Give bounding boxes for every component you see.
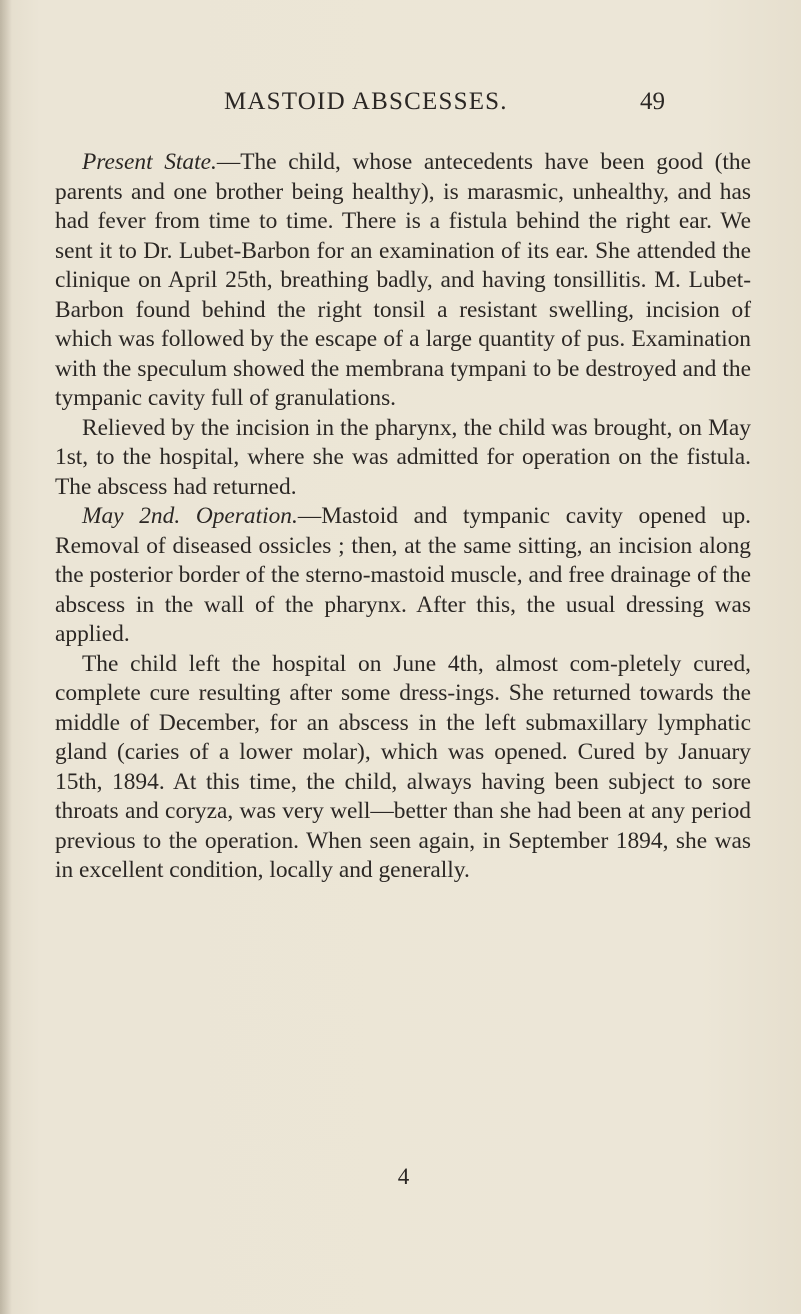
page-number: 49 [640, 88, 665, 115]
paragraph-operation [55, 502, 751, 650]
signature-mark [0, 1164, 801, 1190]
paragraph-present-state [55, 148, 751, 414]
paragraph-text: Relieved by the incision in the pharynx, the child was brought, on May 1st, to the hospital, where she was admitted for operation on the fistula. The abscess had returned. [55, 414, 751, 500]
running-head: MASTOID ABSCESSES. [224, 88, 508, 115]
gutter-shadow [0, 0, 12, 1314]
paragraph-lead: Present State. [82, 149, 217, 175]
signature-number: 4 [397, 1164, 410, 1189]
paragraph-lead: May 2nd. Operation. [82, 503, 298, 529]
paragraph-text: —The child, whose antecedents have been good (the parents and one brother being healthy), is marasmic, unhealthy, and has had fever from time to time. There is a fistula behind the right ear. We sent it to Dr. Lubet-Barbon for an examination of its ear. She attended the clinique on April 25th, breathing badly, and having tonsillitis. M. Lubet-Barbon found behind the right tonsil a resistant swelling, incision of which was followed by the escape of a large quantity of pus. Examination with the speculum showed the membrana tympani to be destroyed and the tympanic cavity full of granulations. [55, 149, 751, 411]
paragraph-text: —Mastoid and tympanic cavity opened up. Removal of diseased ossicles ; then, at the same sitting, an incision along the posterior border of the sterno-mastoid muscle, and free drainage of the abscess in the wall of the pharynx. After this, the usual dressing was applied. [55, 503, 751, 647]
paragraph-text: The child left the hospital on June 4th, almost com-pletely cured, complete cure resulting after some dress-ings. She returned towards the middle of December, for an abscess in the left submaxillary lymphatic gland (caries of a lower molar), which was opened. Cured by January 15th, 1894. At this time, the child, always having been subject to sore throats and coryza, was very well—better than she had been at any period previous to the operation. When seen again, in September 1894, she was in excellent condition, locally and generally. [55, 650, 751, 883]
body-text [55, 148, 751, 886]
paragraph-relieved [55, 414, 751, 503]
paragraph-outcome [55, 650, 751, 886]
page-header [0, 88, 801, 128]
